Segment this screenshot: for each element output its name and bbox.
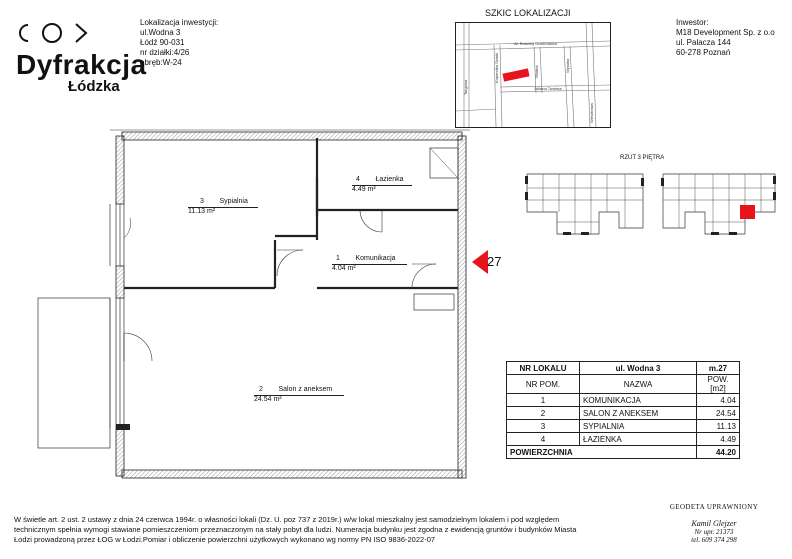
column-header: POW. [m2] xyxy=(697,375,740,394)
stamp-title: GEODETA UPRAWNIONY xyxy=(669,503,759,511)
investor-city: 60-278 Poznań xyxy=(676,48,731,57)
stamp-phone: tel. 609 374 298 xyxy=(691,536,737,544)
location-precinct: obręb:W-24 xyxy=(140,58,182,67)
room-area-table xyxy=(506,361,740,459)
legal-note-line: W świetle art. 2 ust. 2 ustawy z dnia 24 czerwca 1994r. o własności lokali (Dz. U. poz 737 z 2019r.) w/w lokal mieszkalny jest samodzielnym lokalem i pod względem xyxy=(14,515,560,524)
total-label: POWIERZCHNIA xyxy=(507,446,697,459)
column-header: NAZWA xyxy=(580,375,697,394)
investor-street: ul. Palacza 144 xyxy=(676,38,731,47)
room-label-sypialnia: 3 Sypialnia xyxy=(200,198,248,205)
investor-heading: Inwestor: xyxy=(676,18,709,27)
location-plot: nr działki:4/26 xyxy=(140,48,190,57)
investor-name: M18 Development Sp. z o.o xyxy=(676,28,775,37)
floor-overview-plan xyxy=(523,166,779,240)
building-location-marker xyxy=(502,68,529,81)
sketch-street-label: Kopernika Sztuki xyxy=(494,52,499,83)
table-total-row xyxy=(507,446,740,459)
room-area-komunikacja: 4.04 m² xyxy=(332,264,407,273)
investor-info xyxy=(676,18,775,58)
location-city: Łódź 90-031 xyxy=(140,38,185,47)
location-sketch xyxy=(455,22,611,128)
logo-name: Dyfrakcja xyxy=(16,49,147,80)
sketch-street-label: Al. Rodziny Grohmanów xyxy=(514,41,558,46)
room-label-lazienka: 4 Łazienka xyxy=(356,176,404,183)
legal-note-line: technicznym spełnia wymogi stawiane pomieszczeniom przeznaczonym na stały pobyt dla ludzi. Numeracja budynku jest zgodna z ewidencją gruntów i budynków Miasta xyxy=(14,525,577,534)
sketch-street-label: Wodna xyxy=(534,65,539,78)
room-area-salon: 24.54 m² xyxy=(254,395,344,404)
unit-number-label: NR LOKALU xyxy=(507,362,580,375)
stamp-license: Nr upr. 21373 xyxy=(694,528,734,536)
sketch-street-label: Wysoka xyxy=(565,58,570,73)
surveyor-stamp xyxy=(654,503,774,544)
legal-note-line: Łodzi prowadzoną przez ŁOG w Łodzi.Pomiar i obliczenie powierzchni użytkowych wykonano wg normy PN ISO 9836-2022-07 xyxy=(14,535,436,544)
floor-plan-title: RZUT 3 PIĘTRA xyxy=(620,155,665,161)
column-header: NR POM. xyxy=(507,375,580,394)
room-label-salon: 2 Salon z aneksem xyxy=(259,386,333,393)
table-columns-row xyxy=(507,375,740,394)
location-street: ul.Wodna 3 xyxy=(140,28,181,37)
table-row: 4 ŁAZIENKA 4.49 xyxy=(507,433,740,446)
room-area-sypialnia: 11.13 m² xyxy=(188,207,258,216)
apartment-floor-plan xyxy=(30,128,470,488)
sketch-street-label: Targowa xyxy=(463,79,468,95)
unit-marker-number: 27 xyxy=(487,254,502,269)
unit-highlight xyxy=(740,205,755,219)
sketch-street-label: Wierzbowa xyxy=(589,103,594,123)
logo-mark xyxy=(18,20,128,46)
logo-city: Łódzka xyxy=(68,78,120,95)
unit-pointer-icon xyxy=(472,250,488,274)
room-area-lazienka: 4.49 m² xyxy=(352,185,412,194)
location-heading: Lokalizacja inwestycji: xyxy=(140,18,219,27)
table-row: 1 KOMUNIKACJA 4.04 xyxy=(507,394,740,407)
legal-note xyxy=(14,515,654,545)
table-row: 2 SALON Z ANEKSEM 24.54 xyxy=(507,407,740,420)
unit-number: m.27 xyxy=(697,362,740,375)
stamp-name: Kamil Glejzer xyxy=(691,519,737,528)
location-info xyxy=(140,18,218,68)
total-value: 44.20 xyxy=(697,446,740,459)
sketch-street-label: Juliana Tuwima xyxy=(534,86,562,91)
sketch-title: SZKIC LOKALIZACJI xyxy=(485,8,571,18)
unit-address: ul. Wodna 3 xyxy=(580,362,697,375)
room-label-komunikacja: 1 Komunikacja xyxy=(336,255,396,262)
table-header-row xyxy=(507,362,740,375)
table-row: 3 SYPIALNIA 11.13 xyxy=(507,420,740,433)
